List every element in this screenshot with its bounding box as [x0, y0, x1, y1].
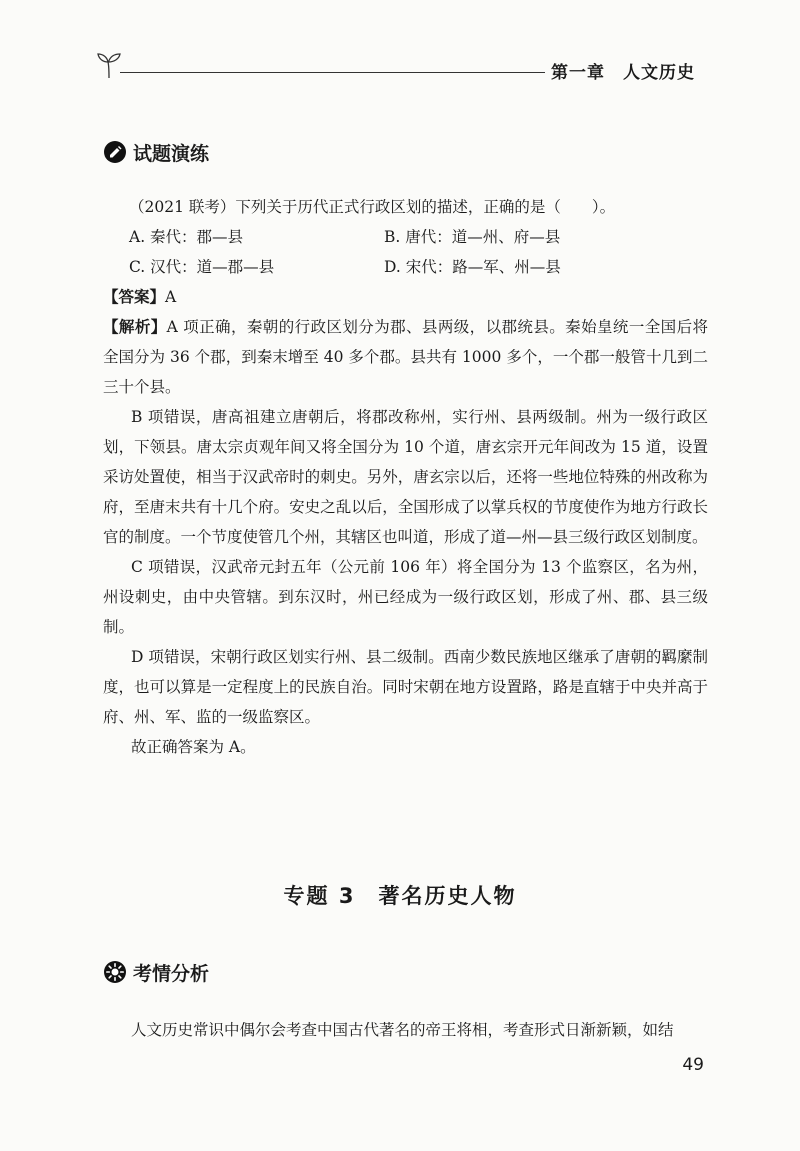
analysis-label: 【解析】 [103, 318, 167, 336]
analysis-paragraph-b: B 项错误，唐高祖建立唐朝后，将郡改称州，实行州、县两级制。州为一级行政区划，下领县。唐太宗贞观年间又将全国分为 10 个道，唐玄宗开元年间改为 15 道，设置采访处置使，相当于汉武帝时的刺史。另外，唐玄宗以后，还将一些地位特殊的州改称为府，至唐末共有十几个府。安史之乱以后，全国形成了以掌兵权的节度使作为地方行政长官的制度。一个节度使管几个州，其辖区也叫道，形成了道—州—县三级行政区划制度。 [103, 408, 708, 546]
header-rule [120, 72, 545, 73]
chapter-title: 第一章 人文历史 [551, 63, 695, 83]
analysis-body: 人文历史常识中偶尔会考查中国古代著名的帝王将相，考查形式日渐新颖，如结 [131, 1021, 674, 1039]
conclusion-paragraph: 故正确答案为 A。 [131, 738, 256, 756]
sun-icon [103, 960, 127, 984]
option-b: B. 唐代：道—州、府—县 [384, 228, 561, 246]
sprout-icon [95, 50, 123, 80]
analysis-paragraph-c: C 项错误，汉武帝元封五年（公元前 106 年）将全国分为 13 个监察区，名为州，州设刺史，由中央管辖。到东汉时，州已经成为一级行政区划，形成了州、郡、县三级制。 [103, 558, 708, 636]
answer-line [103, 282, 708, 312]
answer-value: A [165, 288, 177, 306]
answer-label: 【答案】 [103, 288, 166, 306]
page-number: 49 [682, 1055, 704, 1075]
exercise-icon [103, 140, 127, 164]
question-stem: （2021 联考）下列关于历代正式行政区划的描述，正确的是（ ）。 [129, 198, 616, 216]
page-header [95, 50, 695, 86]
analysis-text-a: A 项正确，秦朝的行政区划分为郡、县两级，以郡统县。秦始皇统一全国后将全国分为 36 个郡，到秦末增至 40 多个郡。县共有 1000 多个，一个郡一般管十几到二三十个县。 [103, 318, 708, 396]
analysis-paragraph-d: D 项错误，宋朝行政区划实行州、县二级制。西南少数民族地区继承了唐朝的羁縻制度，也可以算是一定程度上的民族自治。同时宋朝在地方设置路，路是直辖于中央并高于府、州、军、监的一级监察区。 [103, 648, 708, 726]
topic-title: 专题 3 著名历史人物 [283, 884, 517, 908]
options-list [103, 222, 708, 282]
analysis-paragraph-a [103, 312, 708, 402]
option-c: C. 汉代：道—郡—县 [129, 258, 275, 276]
analysis-heading-text: 考情分析 [133, 962, 210, 985]
option-d: D. 宋代：路—军、州—县 [384, 258, 561, 276]
exercise-heading-text: 试题演练 [133, 142, 210, 165]
question-block [103, 192, 708, 762]
option-a: A. 秦代：郡—县 [129, 228, 244, 246]
exercise-heading [103, 137, 209, 167]
analysis-heading [103, 957, 209, 987]
